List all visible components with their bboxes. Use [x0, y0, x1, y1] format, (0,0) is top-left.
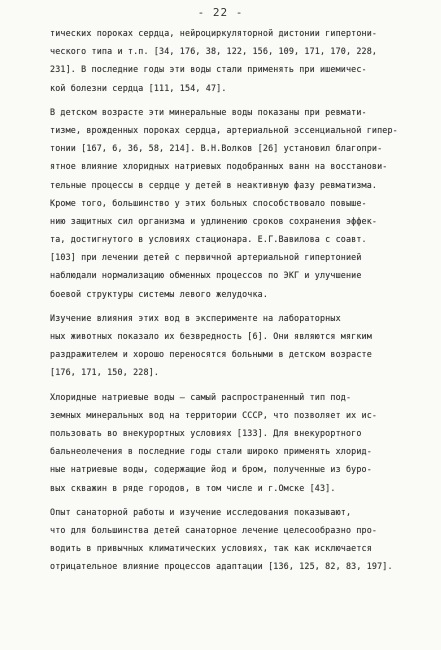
text-line: Кроме того, большинство у этих больных способствовало повыше- — [50, 197, 367, 208]
page-number: - 22 - — [197, 6, 244, 19]
text-line: тельные процессы в сердце у детей в неактивную фазу ревматизма. — [50, 179, 378, 190]
text-line: ные натриевые воды, содержащие йод и бром, полученные из буро- — [50, 464, 372, 475]
text-line: раздражителем и хорошо переносятся больными в детском возрасте — [50, 349, 372, 360]
text-line: Изучение влияния этих вод в эксперименте на лабораторных — [50, 312, 341, 323]
text-line: В детском возрасте эти минеральные воды показаны при ревмати- — [50, 106, 367, 117]
text-line: Хлоридные натриевые воды – самый распространенный тип под- — [50, 391, 352, 402]
text-line: ческого типа и т.п. [34, 176, 38, 122, 156, 109, 171, 170, 228, — [50, 46, 378, 57]
text-line: водить в привычных климатических условиях, так как исключается — [50, 543, 372, 554]
text-line: 231]. В последние годы эти воды стали применять при ишемичес- — [50, 64, 367, 75]
text-line: Опыт санаторной работы и изучение исследования показывают, — [50, 506, 352, 517]
text-line: тизме, врожденных пороках сердца, артериальной эссенциальной гипер- — [50, 124, 398, 135]
text-line: нию защитных сил организма и удлинению сроков сохранения эффек- — [50, 215, 378, 226]
text-line: кой болезни сердца [111, 154, 47]. — [50, 82, 227, 93]
text-line: отрицательное влияние процессов адаптации [136, 125, 82, 83, 197]. — [50, 561, 393, 572]
text-line: [176, 171, 150, 228]. — [50, 367, 160, 378]
text-line: ятное влияние хлоридных натриевых подобранных ванн на восстанови- — [50, 161, 388, 172]
text-line: вых скважин в ряде городов, в том числе и г.Омске [43]. — [50, 482, 336, 493]
text-line: тических пороках сердца, нейроциркуляторной дистонии гипертони- — [50, 28, 378, 38]
text-line: ных животных показало их безвредность [6]. Они являются мягким — [50, 331, 372, 341]
body-text — [50, 24, 420, 575]
text-line: наблюдали нормализацию обменных процессов по ЭКГ и улучшение — [50, 270, 362, 281]
text-line: бальнеолечения в последние годы стали широко применять хлорид- — [50, 446, 372, 457]
text-line: та, достигнутого в условиях стационара. Е.Г.Вавилова с соавт. — [50, 234, 367, 245]
text-line: [103] при лечении детей с первичной артериальной гипертонией — [50, 252, 362, 263]
text-line: тонии [167, 6, 36, 58, 214]. В.Н.Волков [26] установил благопри- — [50, 143, 383, 154]
text-line: земных минеральных вод на территории СССР, что позволяет их ис- — [50, 409, 378, 420]
text-line: что для большинства детей санаторное лечение целесообразно про- — [50, 524, 378, 535]
text-line: пользовать во внекурортных условиях [133]. Для внекурортного — [50, 427, 362, 438]
text-line: боевой структуры системы левого желудочка. — [50, 288, 269, 299]
